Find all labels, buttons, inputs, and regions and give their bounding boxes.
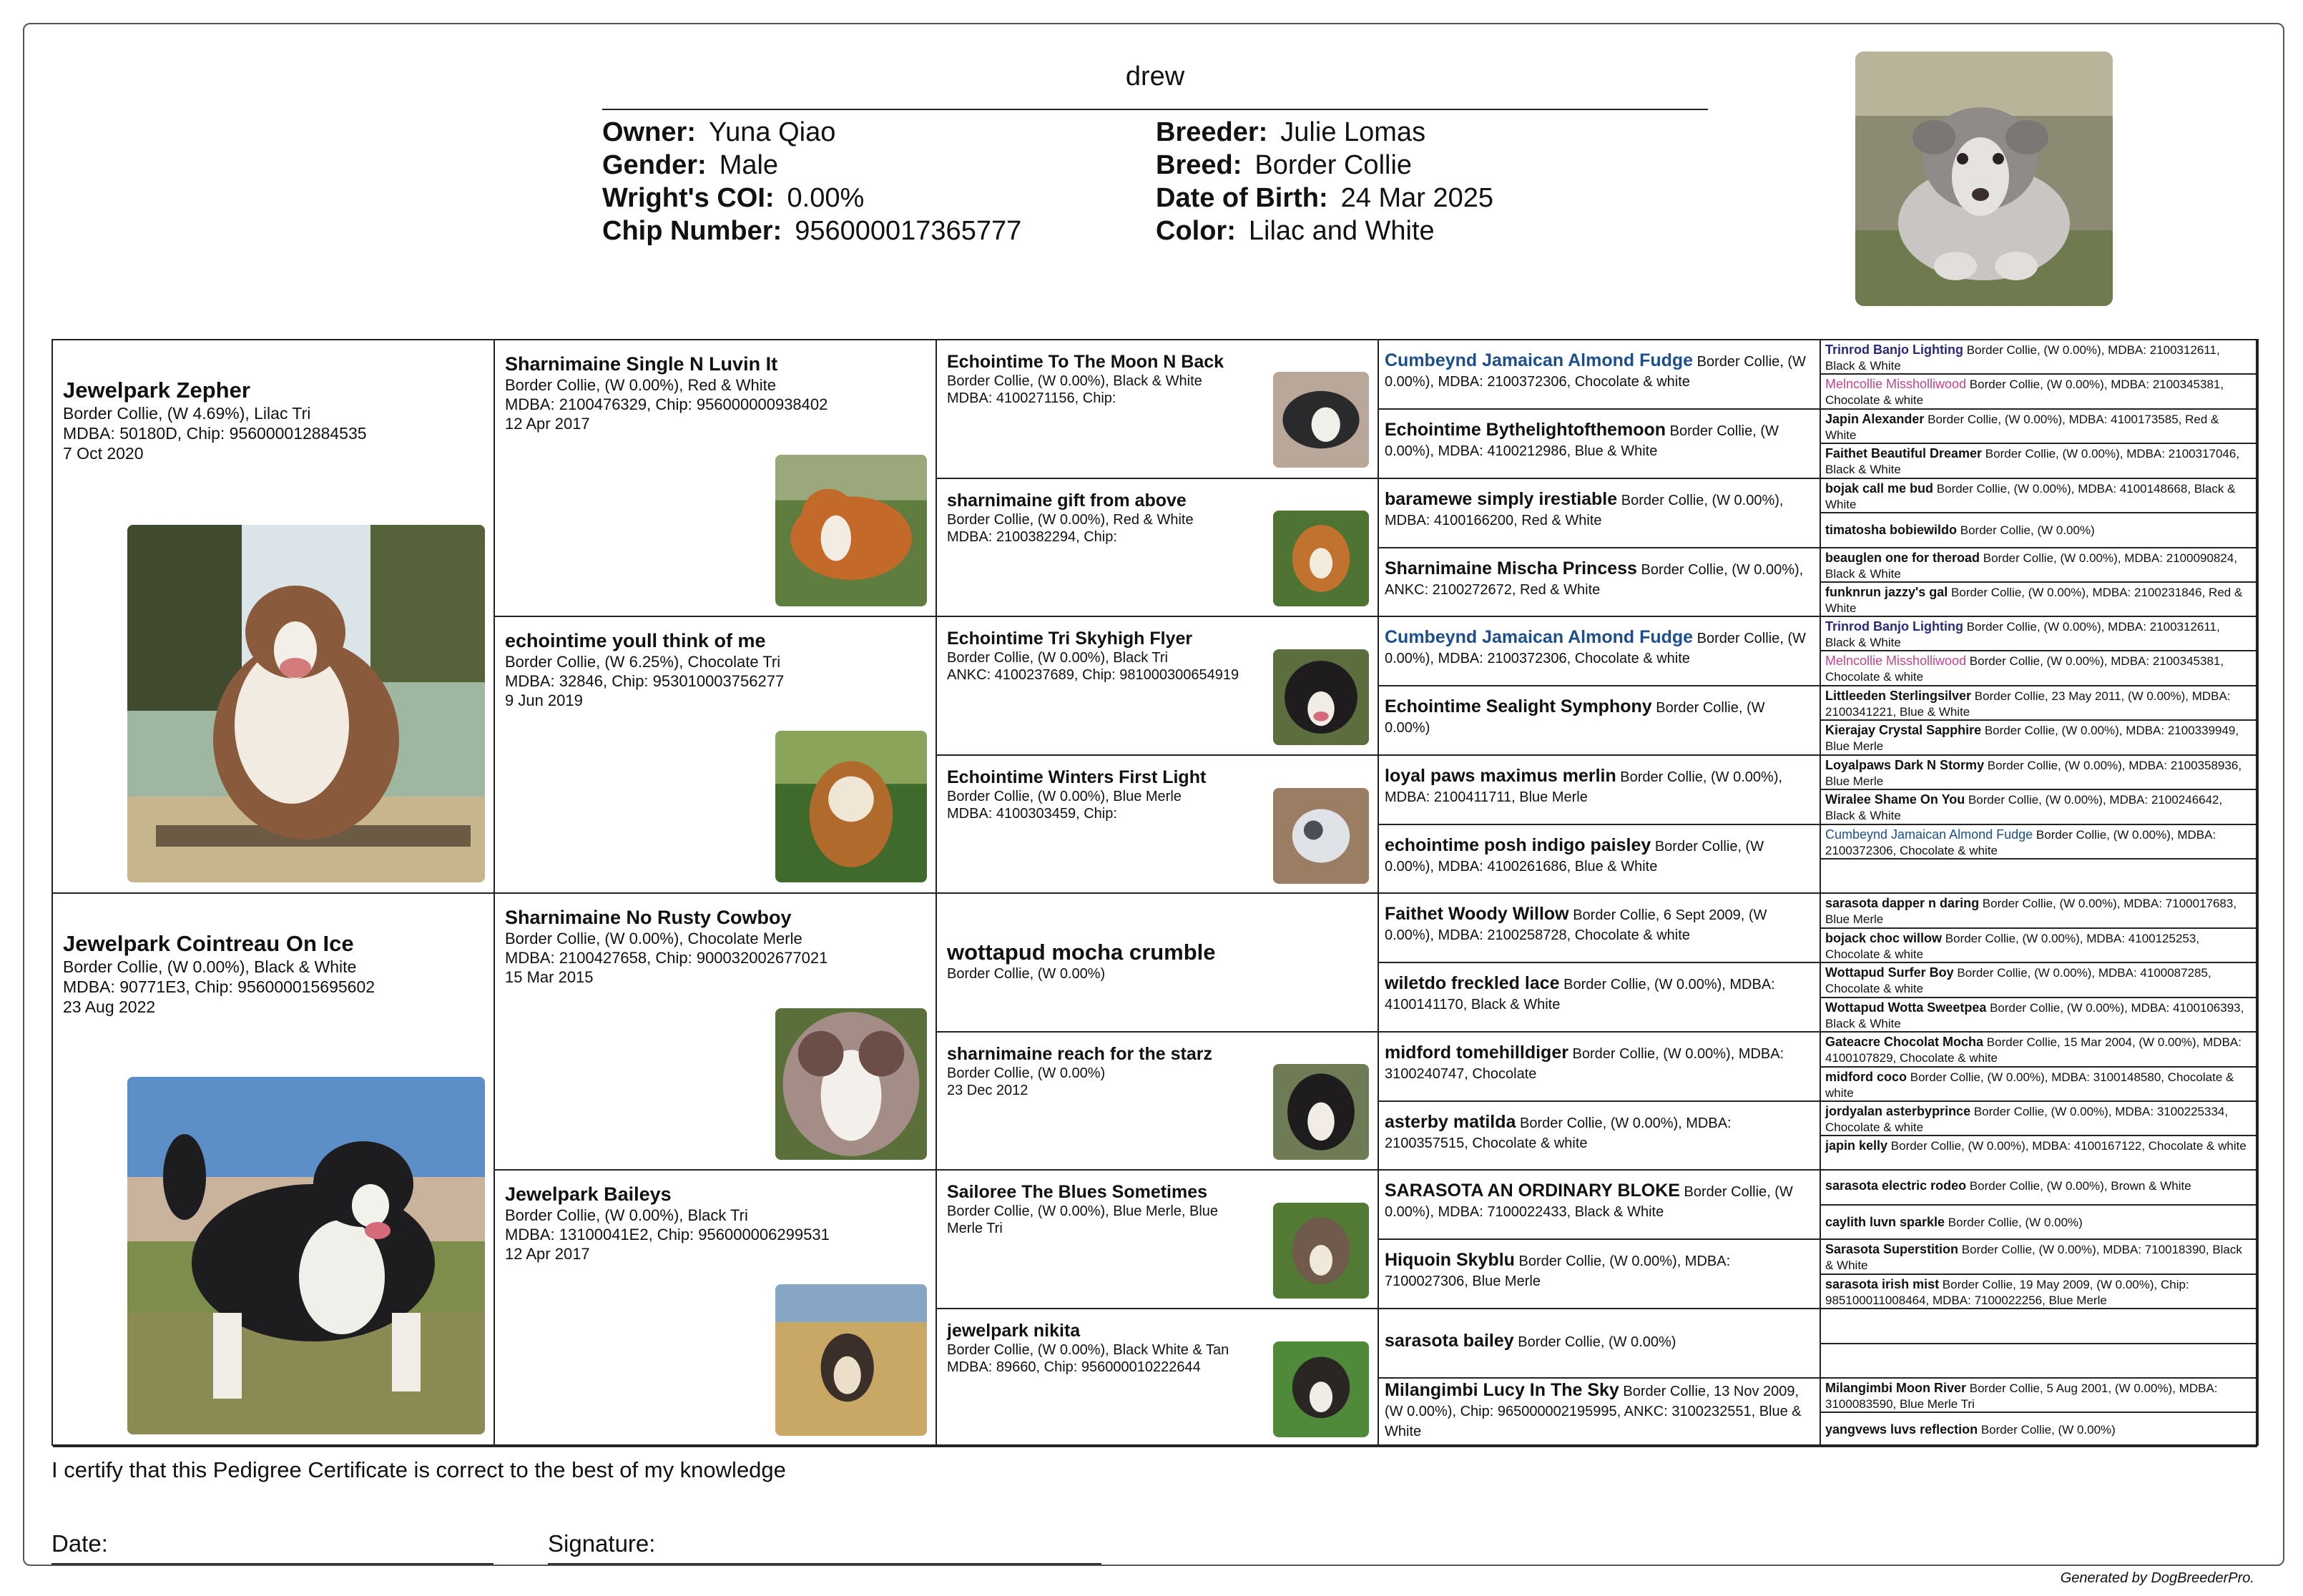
great-grandparent-photo — [1273, 1064, 1369, 1160]
great-grandparent-breed-line: Border Collie, (W 0.00%) — [947, 966, 1106, 982]
gen5-ancestor-name: beauglen one for theroad — [1825, 551, 1980, 565]
gen4-ancestor-details: Border Collie, (W 0.00%), MDBA: 7100022433, Black & White — [1385, 1184, 1793, 1220]
gen5-ancestor-name: Gateacre Chocolat Mocha — [1825, 1035, 1984, 1049]
grandparent-birth-date: 12 Apr 2017 — [505, 415, 590, 433]
grandparent-registration-line: MDBA: 32846, Chip: 953010003756277 — [505, 672, 785, 690]
gen5-ancestor-details: Border Collie, (W 0.00%), MDBA: 2100372306, Chocolate & white — [1825, 828, 2216, 857]
gen4-ancestor-entry — [1385, 1250, 1811, 1291]
gen5-ancestor-entry — [1825, 550, 2252, 582]
grandparent-birth-date: 15 Mar 2015 — [505, 968, 594, 986]
gen5-ancestor-name: Japin Alexander — [1825, 412, 1925, 426]
gen5-ancestor-details: Border Collie, 5 Aug 2001, (W 0.00%), MDBA: 3100083590, Blue Merle Tri — [1825, 1381, 2218, 1411]
grandparent-name: Sharnimaine No Rusty Cowboy — [505, 907, 792, 928]
gen5-ancestor — [1821, 548, 2257, 583]
gen5-ancestor-entry — [1825, 757, 2252, 789]
great-grandparent-photo-graphic — [1273, 1341, 1369, 1437]
gen4-ancestor-entry — [1385, 1380, 1811, 1442]
gen4-ancestor-entry — [1385, 489, 1811, 531]
gen5-ancestor-entry — [1825, 481, 2252, 513]
gen5-ancestor-details: Border Collie, (W 0.00%), MDBA: 2100339949, Blue Merle — [1825, 724, 2239, 753]
great-grandparent-registration-line: MDBA: 2100382294, Chip: — [947, 529, 1117, 545]
gen5-ancestor-details: Border Collie, (W 0.00%), MDBA: 4100087285, Chocolate & white — [1825, 966, 2211, 995]
grandparent-photo-graphic — [775, 731, 927, 882]
great-grandparent-name: jewelpark nikita — [947, 1321, 1081, 1341]
great-grandparent-photo — [1273, 372, 1369, 468]
coi-value: 0.00% — [787, 183, 865, 213]
grandparent-name: Jewelpark Baileys — [505, 1183, 672, 1205]
great-grandparent-photo-graphic — [1273, 372, 1369, 468]
sire-birth-date: 7 Oct 2020 — [63, 444, 144, 463]
great-grandparent-photo — [1273, 511, 1369, 606]
gen5-ancestor-details: Border Collie, (W 0.00%) — [1957, 523, 2095, 537]
gen4-ancestor-entry — [1385, 558, 1811, 600]
breeder-value: Julie Lomas — [1280, 117, 1426, 147]
gen5-ancestor-entry — [1825, 722, 2252, 754]
gen5-ancestor-details: Border Collie, (W 0.00%), MDBA: 3100225334, Chocolate & white — [1825, 1105, 2229, 1134]
gen4-ancestor-entry — [1385, 766, 1811, 807]
great-grandparent-breed-line: Border Collie, (W 0.00%), Red & White — [947, 512, 1194, 528]
gen5-ancestor-details: Border Collie, (W 0.00%), MDBA: 2100246642, Black & White — [1825, 793, 2223, 822]
grandparent-photo-graphic — [775, 455, 927, 606]
certification-statement: I certify that this Pedigree Certificate is correct to the best of my knowledge — [51, 1457, 786, 1482]
gen4-ancestor — [1379, 617, 1821, 686]
gen4-ancestor-name: Hiquoin Skyblu — [1385, 1250, 1515, 1270]
gen4-ancestor — [1379, 825, 1821, 894]
gen4-ancestor-entry — [1385, 973, 1811, 1015]
gen5-ancestor-entry — [1825, 827, 2252, 859]
gen5-ancestor-name: Wiralee Shame On You — [1825, 792, 1965, 807]
gen4-ancestor-entry — [1385, 1331, 1811, 1352]
gen4-ancestor-details: Border Collie, (W 0.00%) — [1385, 700, 1765, 736]
gen4-ancestor-name: baramewe simply irestiable — [1385, 489, 1618, 509]
gen5-ancestor-entry — [1825, 1000, 2252, 1032]
gen5-ancestor — [1821, 825, 2257, 859]
gen4-ancestor-name: Cumbeynd Jamaican Almond Fudge — [1385, 350, 1694, 370]
gen5-ancestor-entry — [1825, 1422, 2252, 1438]
sire-photo-graphic — [127, 525, 485, 882]
gen4-ancestor-name: asterby matilda — [1385, 1112, 1516, 1132]
grandparent-breed-line: Border Collie, (W 0.00%), Black Tri — [505, 1206, 748, 1224]
dam-photo-graphic — [127, 1077, 485, 1434]
great-grandparent-name: Echointime To The Moon N Back — [947, 352, 1224, 372]
breed-value: Border Collie — [1254, 150, 1413, 180]
gen4-ancestor-details: Border Collie, (W 0.00%), ANKC: 2100272672, Red & White — [1385, 562, 1804, 598]
dob-value: 24 Mar 2025 — [1340, 183, 1494, 213]
gen5-ancestor-details: Border Collie, (W 0.00%) — [1978, 1423, 2116, 1437]
grandparent-birth-date: 9 Jun 2019 — [505, 691, 583, 709]
gen5-ancestor — [1821, 583, 2257, 617]
gen5-ancestor-details: Border Collie, 19 May 2009, (W 0.00%), Chip: 985100011008464, MDBA: 7100022256, Blue Merle — [1825, 1278, 2189, 1307]
gen5-ancestor-entry — [1825, 1138, 2252, 1154]
great-grandparent — [937, 894, 1379, 1033]
gen4-ancestor-details: Border Collie, (W 0.00%), MDBA: 2100372306, Chocolate & white — [1385, 354, 1806, 390]
gen4-ancestor — [1379, 479, 1821, 548]
gen5-ancestor-details: Border Collie, 15 Mar 2004, (W 0.00%), MDBA: 4100107829, Chocolate & white — [1825, 1035, 2241, 1065]
gen5-ancestor-details: Border Collie, (W 0.00%), MDBA: 4100125253, Chocolate & white — [1825, 932, 2200, 961]
gen4-ancestor-name: midford tomehilldiger — [1385, 1043, 1568, 1063]
gen5-ancestor — [1821, 617, 2257, 651]
sire-registration-line: MDBA: 50180D, Chip: 956000012884535 — [63, 424, 367, 443]
gen5-ancestor-entry — [1825, 522, 2252, 538]
signature-label: Signature: — [548, 1530, 656, 1557]
gen5-ancestor — [1821, 375, 2257, 410]
great-grandparent-name: Echointime Winters First Light — [947, 767, 1207, 787]
gen5-ancestor — [1821, 686, 2257, 721]
great-grandparent-photo — [1273, 649, 1369, 745]
gen4-ancestor-details: Border Collie, (W 0.00%), MDBA: 2100372306, Chocolate & white — [1385, 631, 1806, 666]
gen5-ancestor-entry — [1825, 445, 2252, 478]
owner-value: Yuna Qiao — [708, 117, 836, 147]
gen5-ancestor — [1821, 894, 2257, 929]
gen5-ancestor-entry — [1825, 930, 2252, 962]
gen5-empty-slot — [1821, 1344, 2257, 1379]
gen5-ancestor-name: sarasota irish mist — [1825, 1277, 1940, 1291]
gen4-ancestor — [1379, 1379, 1821, 1447]
great-grandparent-name: Echointime Tri Skyhigh Flyer — [947, 629, 1193, 649]
gen4-ancestor-details: Border Collie, (W 0.00%), MDBA: 2100357515, Chocolate & white — [1385, 1115, 1732, 1151]
date-label: Date: — [51, 1530, 108, 1557]
dam-birth-date: 23 Aug 2022 — [63, 998, 156, 1016]
title-divider — [602, 109, 1708, 110]
owner-info-column — [602, 116, 1021, 247]
gen5-ancestor-name: timatosha bobiewildo — [1825, 523, 1958, 537]
gen5-ancestor — [1821, 721, 2257, 756]
gen5-ancestor-details: Border Collie, (W 0.00%), MDBA: 4100148668, Black & White — [1825, 482, 2236, 511]
gen4-ancestor-details: Border Collie, (W 0.00%), MDBA: 4100141170, Black & White — [1385, 977, 1775, 1013]
gen4-ancestor-details: Border Collie, (W 0.00%) — [1513, 1334, 1676, 1350]
pedigree-grid — [51, 339, 2259, 1446]
gen4-ancestor-details: Border Collie, (W 0.00%), MDBA: 3100240747, Chocolate — [1385, 1046, 1784, 1082]
grandparent-name: Sharnimaine Single N Luvin It — [505, 353, 778, 375]
gen5-ancestor-entry — [1825, 1241, 2252, 1274]
gen5-ancestor-details: Border Collie, (W 0.00%), MDBA: 2100312611, Black & White — [1825, 620, 2220, 649]
great-grandparent-breed-line: Border Collie, (W 0.00%) — [947, 1065, 1106, 1081]
great-grandparent-photo-graphic — [1273, 1203, 1369, 1299]
gen5-ancestor-name: Loyalpaws Dark N Stormy — [1825, 758, 1985, 772]
great-grandparent-photo-graphic — [1273, 649, 1369, 745]
gen5-ancestor-details: Border Collie, (W 0.00%), MDBA: 2100312611, Black & White — [1825, 343, 2220, 373]
gen5-ancestor-name: caylith luvn sparkle — [1825, 1215, 1945, 1229]
gen4-ancestor-name: echointime posh indigo paisley — [1385, 835, 1651, 855]
gen5-ancestor — [1821, 756, 2257, 790]
gen5-ancestor-name: funknrun jazzy's gal — [1825, 585, 1948, 599]
gen4-ancestor-name: Faithet Woody Willow — [1385, 904, 1569, 924]
coi-label: Wright's COI: — [602, 183, 775, 213]
gen5-ancestor-entry — [1825, 1069, 2252, 1101]
great-grandparent-photo-graphic — [1273, 788, 1369, 884]
grandparent-breed-line: Border Collie, (W 0.00%), Red & White — [505, 376, 777, 394]
gen5-ancestor — [1821, 1206, 2257, 1240]
great-grandparent-breed-line: Border Collie, (W 0.00%), Blue Merle — [947, 789, 1182, 804]
gen4-ancestor-name: Sharnimaine Mischa Princess — [1385, 558, 1637, 578]
great-grandparent-photo — [1273, 1203, 1369, 1299]
gen5-ancestor-entry — [1825, 792, 2252, 824]
gen5-ancestor-name: japin kelly — [1825, 1138, 1888, 1153]
gen5-ancestor — [1821, 998, 2257, 1033]
gen5-ancestor — [1821, 1413, 2257, 1447]
gen5-ancestor — [1821, 651, 2257, 686]
grandparent-photo — [775, 1008, 927, 1160]
grandparent-registration-line: MDBA: 2100427658, Chip: 900032002677021 — [505, 949, 828, 967]
gen5-ancestor-details: Border Collie, (W 0.00%), MDBA: 7100017683, Blue Merle — [1825, 897, 2237, 926]
gen5-ancestor-entry — [1825, 895, 2252, 927]
great-grandparent-birth-date: 23 Dec 2012 — [947, 1083, 1028, 1098]
gen4-ancestor-details: Border Collie, 6 Sept 2009, (W 0.00%), MDBA: 2100258728, Chocolate & white — [1385, 907, 1767, 943]
gen5-ancestor — [1821, 1171, 2257, 1206]
gen4-ancestor — [1379, 1309, 1821, 1379]
gen5-ancestor-name: Faithet Beautiful Dreamer — [1825, 446, 1983, 460]
gen4-ancestor-name: Echointime Sealight Symphony — [1385, 696, 1652, 716]
gen4-ancestor — [1379, 340, 1821, 410]
gen5-ancestor — [1821, 479, 2257, 513]
gen5-ancestor-name: Trinrod Banjo Lighting — [1825, 343, 1963, 357]
gen5-ancestor-entry — [1825, 1103, 2252, 1136]
grandparent-photo-graphic — [775, 1284, 927, 1436]
sire-breed-line: Border Collie, (W 4.69%), Lilac Tri — [63, 404, 311, 423]
great-grandparent-name: sharnimaine gift from above — [947, 491, 1187, 511]
great-grandparent-name: Sailoree The Blues Sometimes — [947, 1182, 1208, 1202]
great-grandparent-breed-line: Border Collie, (W 0.00%), Black & White — [947, 373, 1202, 389]
great-grandparent-name: wottapud mocha crumble — [947, 940, 1216, 965]
gen4-ancestor-entry — [1385, 835, 1811, 877]
gen5-ancestor-name: Milangimbi Moon River — [1825, 1381, 1967, 1395]
gen5-ancestor-name: Sarasota Superstition — [1825, 1242, 1959, 1256]
gen5-ancestor-details: Border Collie, (W 0.00%), MDBA: 2100345381, Chocolate & white — [1825, 654, 2224, 684]
gen5-ancestor-entry — [1825, 619, 2252, 651]
gen4-ancestor — [1379, 756, 1821, 825]
gen5-ancestor-entry — [1825, 376, 2252, 408]
gen5-ancestor — [1821, 1379, 2257, 1413]
gen5-ancestor-details: Border Collie, (W 0.00%), MDBA: 4100173585, Red & White — [1825, 413, 2219, 442]
gen5-ancestor-name: sarasota electric rodeo — [1825, 1178, 1967, 1193]
grandparent-photo — [775, 731, 927, 882]
grandparent-registration-line: MDBA: 13100041E2, Chip: 956000006299531 — [505, 1226, 830, 1243]
owner-label: Owner: — [602, 117, 696, 147]
gen5-ancestor-details: Border Collie, (W 0.00%), MDBA: 4100106393, Black & White — [1825, 1001, 2244, 1030]
breeder-info-column — [1156, 116, 1493, 247]
dam-breed-line: Border Collie, (W 0.00%), Black & White — [63, 957, 357, 976]
dog-name-title: drew — [1125, 61, 1185, 92]
gen4-ancestor-details: Border Collie, (W 0.00%), MDBA: 4100261686, Blue & White — [1385, 839, 1764, 875]
gen5-ancestor-name: Melncollie Missholliwood — [1825, 654, 1967, 668]
gen5-ancestor-details: Border Collie, (W 0.00%), MDBA: 710018390, Black & White — [1825, 1243, 2242, 1272]
gen4-ancestor-details: Border Collie, (W 0.00%), MDBA: 4100166200, Red & White — [1385, 493, 1784, 528]
great-grandparent-breed-line: Border Collie, (W 0.00%), Black White & Tan — [947, 1342, 1229, 1358]
gen4-ancestor-name: sarasota bailey — [1385, 1331, 1514, 1351]
grandparent-breed-line: Border Collie, (W 0.00%), Chocolate Merle — [505, 930, 802, 947]
gen5-ancestor-name: Kierajay Crystal Sapphire — [1825, 723, 1982, 737]
grandparent-birth-date: 12 Apr 2017 — [505, 1245, 590, 1263]
dam-photo — [127, 1077, 485, 1434]
gen4-ancestor-name: Cumbeynd Jamaican Almond Fudge — [1385, 627, 1694, 647]
gen5-ancestor — [1821, 410, 2257, 444]
grandparent-photo-graphic — [775, 1008, 927, 1160]
gen5-ancestor-details: Border Collie, 23 May 2011, (W 0.00%), MDBA: 2100341221, Blue & White — [1825, 689, 2231, 719]
gen5-ancestor-name: Wottapud Wotta Sweetpea — [1825, 1000, 1987, 1015]
great-grandparent-photo-graphic — [1273, 511, 1369, 606]
gen5-ancestor — [1821, 1275, 2257, 1309]
gen4-ancestor — [1379, 410, 1821, 479]
gen5-ancestor — [1821, 513, 2257, 548]
gen5-ancestor-entry — [1825, 653, 2252, 685]
puppy-photo — [1855, 51, 2113, 306]
gen5-ancestor-entry — [1825, 1214, 2252, 1231]
dam-name: Jewelpark Cointreau On Ice — [63, 931, 354, 956]
gen4-ancestor-name: Milangimbi Lucy In The Sky — [1385, 1380, 1619, 1400]
gen4-ancestor — [1379, 1171, 1821, 1240]
chip-label: Chip Number: — [602, 216, 782, 246]
dob-label: Date of Birth: — [1156, 183, 1328, 213]
grandparent-name: echointime youll think of me — [505, 630, 766, 651]
gen5-ancestor-entry — [1825, 1178, 2252, 1194]
gen4-ancestor — [1379, 686, 1821, 756]
gen4-ancestor-entry — [1385, 420, 1811, 461]
gen5-ancestor-details: Border Collie, (W 0.00%), MDBA: 4100167122, Chocolate & white — [1887, 1139, 2246, 1153]
gen4-ancestor — [1379, 894, 1821, 963]
gen4-ancestor-entry — [1385, 1181, 1811, 1222]
gen4-ancestor-entry — [1385, 1112, 1811, 1153]
gen4-ancestor-name: Echointime Bythelightofthemoon — [1385, 420, 1666, 440]
gen4-ancestor — [1379, 1240, 1821, 1309]
gen5-ancestor-entry — [1825, 688, 2252, 720]
gen4-ancestor-name: loyal paws maximus merlin — [1385, 766, 1616, 786]
gen5-ancestor-details: Border Collie, (W 0.00%), MDBA: 2100231846, Red & White — [1825, 586, 2243, 615]
great-grandparent-name: sharnimaine reach for the starz — [947, 1044, 1212, 1064]
gen5-ancestor-details: Border Collie, (W 0.00%), MDBA: 2100090824, Black & White — [1825, 551, 2238, 581]
gen5-ancestor-name: jordyalan asterbyprince — [1825, 1104, 1971, 1118]
gender-value: Male — [719, 150, 779, 180]
sire-name: Jewelpark Zepher — [63, 378, 250, 403]
great-grandparent-photo-graphic — [1273, 1064, 1369, 1160]
great-grandparent-registration-line: ANKC: 4100237689, Chip: 981000300654919 — [947, 667, 1239, 683]
gen5-ancestor-name: sarasota dapper n daring — [1825, 896, 1980, 910]
great-grandparent-photo — [1273, 1341, 1369, 1437]
puppy-photo-graphic — [1855, 51, 2113, 306]
gen5-empty-slot — [1821, 859, 2257, 894]
gen5-ancestor-name: Wottapud Surfer Boy — [1825, 965, 1954, 980]
gen5-ancestor-name: yangvews luvs reflection — [1825, 1422, 1978, 1437]
gen5-ancestor-details: Border Collie, (W 0.00%), MDBA: 2100358936, Blue Merle — [1825, 759, 2242, 788]
great-grandparent-colour-line: Merle Tri — [947, 1221, 1003, 1236]
gen5-ancestor — [1821, 1102, 2257, 1136]
date-line — [51, 1563, 494, 1565]
gen4-ancestor-details: Border Collie, (W 0.00%), MDBA: 7100027306, Blue Merle — [1385, 1253, 1731, 1289]
gen5-ancestor-details: Border Collie, (W 0.00%), MDBA: 3100148580, Chocolate & white — [1825, 1070, 2234, 1100]
gen5-ancestor-name: Cumbeynd Jamaican Almond Fudge — [1825, 827, 2033, 842]
gen5-ancestor-name: midford coco — [1825, 1070, 1907, 1084]
gen4-ancestor-entry — [1385, 1043, 1811, 1084]
gen5-ancestor — [1821, 444, 2257, 479]
gen5-ancestor — [1821, 1136, 2257, 1171]
gen5-ancestor — [1821, 1068, 2257, 1102]
gen4-ancestor-details: Border Collie, (W 0.00%), MDBA: 2100411711, Blue Merle — [1385, 769, 1783, 805]
gen5-ancestor — [1821, 1240, 2257, 1275]
color-value: Lilac and White — [1248, 216, 1435, 246]
gen5-empty-slot — [1821, 1309, 2257, 1344]
gen4-ancestor — [1379, 548, 1821, 617]
gen5-ancestor — [1821, 1033, 2257, 1068]
gen5-ancestor-entry — [1825, 411, 2252, 443]
breeder-label: Breeder: — [1156, 117, 1268, 147]
gen5-ancestor — [1821, 340, 2257, 375]
grandparent-breed-line: Border Collie, (W 6.25%), Chocolate Tri — [505, 653, 781, 671]
great-grandparent-breed-line: Border Collie, (W 0.00%), Blue Merle, Blue — [947, 1203, 1219, 1219]
generated-by-note: Generated by DogBreederPro. — [2060, 1570, 2254, 1586]
color-label: Color: — [1156, 216, 1236, 246]
gen5-ancestor-details: Border Collie, (W 0.00%), Brown & White — [1966, 1179, 2191, 1193]
gen4-ancestor-details: Border Collie, (W 0.00%), MDBA: 4100212986, Blue & White — [1385, 423, 1779, 459]
gen4-ancestor-entry — [1385, 627, 1811, 669]
gen5-ancestor — [1821, 790, 2257, 825]
gen4-ancestor-name: SARASOTA AN ORDINARY BLOKE — [1385, 1181, 1680, 1201]
great-grandparent-registration-line: MDBA: 4100271156, Chip: — [947, 390, 1116, 406]
dam-registration-line: MDBA: 90771E3, Chip: 956000015695602 — [63, 977, 375, 996]
gen4-ancestor — [1379, 1102, 1821, 1171]
gen4-ancestor-entry — [1385, 350, 1811, 392]
gen5-ancestor-details: Border Collie, (W 0.00%), MDBA: 2100317046, Black & White — [1825, 447, 2240, 476]
signature-line — [548, 1563, 1101, 1565]
great-grandparent-photo — [1273, 788, 1369, 884]
gen5-ancestor-entry — [1825, 1034, 2252, 1066]
gen5-ancestor-details: Border Collie, (W 0.00%) — [1945, 1216, 2083, 1229]
great-grandparent-registration-line: MDBA: 89660, Chip: 956000010222644 — [947, 1359, 1201, 1375]
gen5-ancestor-name: bojak call me bud — [1825, 481, 1934, 496]
gen5-ancestor-name: bojack choc willow — [1825, 931, 1943, 945]
gen5-ancestor-details: Border Collie, (W 0.00%), MDBA: 2100345381, Chocolate & white — [1825, 378, 2224, 407]
gen5-ancestor-entry — [1825, 965, 2252, 997]
gen5-ancestor-name: Melncollie Missholliwood — [1825, 377, 1967, 391]
gen5-ancestor-name: Trinrod Banjo Lighting — [1825, 619, 1963, 634]
gen4-ancestor-details: Border Collie, 13 Nov 2009, (W 0.00%), Chip: 965000002195995, ANKC: 3100232551, Blue & White — [1385, 1384, 1802, 1439]
gen4-ancestor-entry — [1385, 696, 1811, 738]
gen5-ancestor-entry — [1825, 342, 2252, 374]
gen5-ancestor — [1821, 929, 2257, 963]
grandparent-photo — [775, 1284, 927, 1436]
chip-value: 956000017365777 — [795, 216, 1022, 246]
gen5-ancestor — [1821, 963, 2257, 998]
gen5-ancestor-name: Littleeden Sterlingsilver — [1825, 689, 1972, 703]
sire-photo — [127, 525, 485, 882]
grandparent-photo — [775, 455, 927, 606]
great-grandparent-breed-line: Border Collie, (W 0.00%), Black Tri — [947, 650, 1168, 666]
gen4-ancestor — [1379, 963, 1821, 1033]
gen4-ancestor-name: wiletdo freckled lace — [1385, 973, 1560, 993]
breed-label: Breed: — [1156, 150, 1242, 180]
gender-label: Gender: — [602, 150, 707, 180]
grandparent-registration-line: MDBA: 2100476329, Chip: 956000000938402 — [505, 395, 828, 413]
gen4-ancestor — [1379, 1033, 1821, 1102]
gen5-ancestor-entry — [1825, 584, 2252, 616]
gen5-ancestor-entry — [1825, 1380, 2252, 1412]
gen5-ancestor-entry — [1825, 1276, 2252, 1309]
gen4-ancestor-entry — [1385, 904, 1811, 945]
great-grandparent-registration-line: MDBA: 4100303459, Chip: — [947, 806, 1117, 822]
